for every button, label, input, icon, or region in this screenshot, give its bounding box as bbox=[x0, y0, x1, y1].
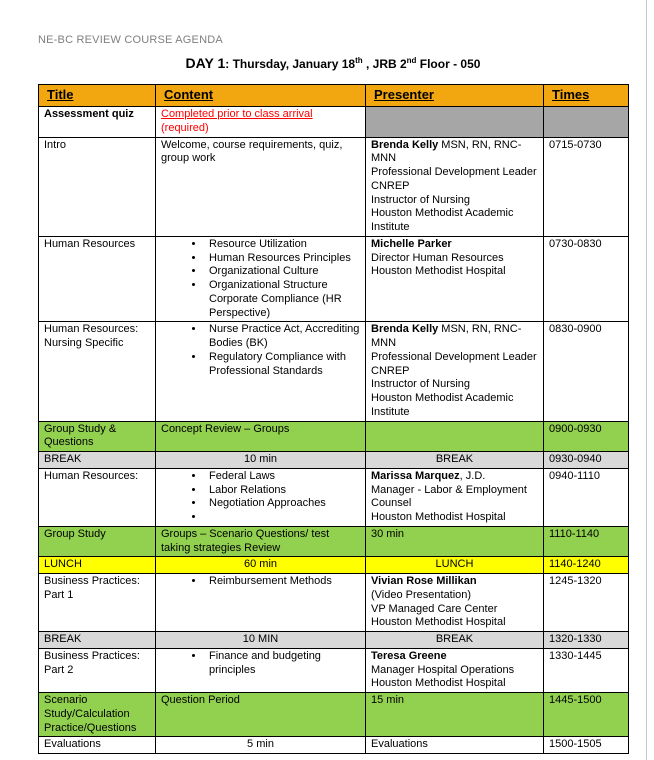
times-cell: 1140-1240 bbox=[544, 557, 629, 574]
title-cell: Assessment quiz bbox=[39, 107, 156, 138]
table-row bbox=[39, 236, 629, 322]
presenter-line: Houston Methodist Hospital bbox=[371, 511, 506, 523]
day-title-text2: , JRB 2 bbox=[362, 57, 407, 71]
presenter-line: Director Human Resources bbox=[371, 251, 504, 264]
presenter-line: Houston Methodist Hospital bbox=[371, 265, 506, 278]
times-cell: 0900-0930 bbox=[544, 421, 629, 452]
content-cell: Concept Review – Groups bbox=[156, 421, 366, 452]
presenter-cell bbox=[366, 137, 544, 236]
day-title-prefix: DAY 1 bbox=[185, 55, 226, 71]
column-header-presenter: Presenter bbox=[366, 85, 544, 107]
presenter-name: Michelle Parker bbox=[371, 237, 452, 250]
presenter-cell bbox=[366, 574, 544, 632]
day-title bbox=[38, 55, 628, 71]
bullet-item: • Nurse Practice Act, Accrediting Bodies (BK) bbox=[205, 323, 360, 351]
content-cell: 10 min bbox=[156, 452, 366, 469]
bullet-item: • Organizational Culture bbox=[205, 265, 360, 279]
presenter-name: Brenda Kelly bbox=[371, 138, 439, 151]
day-title-sup-th: th bbox=[355, 56, 363, 65]
presenter-cell bbox=[366, 322, 544, 421]
presenter-cell: Evaluations bbox=[366, 737, 544, 754]
title-cell: Human Resources bbox=[39, 236, 156, 322]
presenter-name: Brenda Kelly bbox=[371, 323, 439, 336]
presenter-line: Instructor of Nursing bbox=[371, 378, 471, 391]
bullet-list bbox=[161, 470, 360, 525]
times-cell: 1245-1320 bbox=[544, 574, 629, 632]
page-edge-line bbox=[646, 0, 647, 760]
table-row bbox=[39, 648, 629, 692]
bullet-list bbox=[161, 238, 360, 321]
table-row bbox=[39, 557, 629, 574]
table-row bbox=[39, 737, 629, 754]
bullet-item: • Resource Utilization bbox=[205, 238, 360, 252]
presenter-name: Marissa Marquez bbox=[371, 469, 460, 482]
times-cell: 0830-0900 bbox=[544, 322, 629, 421]
presenter-name-line bbox=[371, 650, 538, 664]
day-title-text3: Floor - 050 bbox=[416, 57, 481, 71]
table-row bbox=[39, 452, 629, 469]
bullet-item bbox=[205, 511, 360, 525]
presenter-cell bbox=[366, 236, 544, 322]
times-cell bbox=[544, 107, 629, 138]
column-header-times: Times bbox=[544, 85, 629, 107]
content-cell: 5 min bbox=[156, 737, 366, 754]
table-header-row bbox=[39, 85, 629, 107]
presenter-name-line bbox=[371, 575, 538, 589]
presenter-cell bbox=[366, 107, 544, 138]
bullet-list bbox=[161, 650, 360, 678]
presenter-cell: LUNCH bbox=[366, 557, 544, 574]
agenda-table-body bbox=[39, 107, 629, 754]
presenter-line: VP Managed Care Center bbox=[371, 602, 498, 615]
column-header-content: Content bbox=[156, 85, 366, 107]
table-row bbox=[39, 526, 629, 557]
title-cell: Evaluations bbox=[39, 737, 156, 754]
times-cell: 0940-1110 bbox=[544, 468, 629, 526]
times-cell: 1110-1140 bbox=[544, 526, 629, 557]
title-cell: Scenario Study/Calculation Practice/Questions bbox=[39, 693, 156, 737]
bullet-item: • Federal Laws bbox=[205, 470, 360, 484]
table-row bbox=[39, 632, 629, 649]
day-title-sup-nd: nd bbox=[406, 56, 417, 65]
presenter-name-line: Brenda Kelly MSN, RN, RNC-MNN bbox=[371, 323, 522, 349]
agenda-table bbox=[38, 84, 629, 754]
bullet-list bbox=[161, 323, 360, 378]
day-title-text: : Thursday, January 18 bbox=[225, 57, 356, 71]
times-cell: 0730-0830 bbox=[544, 236, 629, 322]
presenter-line: Houston Methodist Academic Institute bbox=[371, 207, 514, 233]
title-cell: Business Practices: Part 1 bbox=[39, 574, 156, 632]
table-row bbox=[39, 693, 629, 737]
table-row bbox=[39, 574, 629, 632]
table-row bbox=[39, 107, 629, 138]
times-cell: 1330-1445 bbox=[544, 648, 629, 692]
content-cell bbox=[156, 322, 366, 421]
presenter-name: Vivian Rose Millikan bbox=[371, 575, 477, 587]
content-cell bbox=[156, 236, 366, 322]
times-cell: 1445-1500 bbox=[544, 693, 629, 737]
presenter-cell: 15 min bbox=[366, 693, 544, 737]
title-cell: LUNCH bbox=[39, 557, 156, 574]
presenter-cell: BREAK bbox=[366, 632, 544, 649]
bullet-item: • Negotiation Approaches bbox=[205, 497, 360, 511]
content-cell: Groups – Scenario Questions/ test taking strategies Review bbox=[156, 526, 366, 557]
presenter-line: Manager Hospital Operations bbox=[371, 663, 515, 676]
times-cell: 0715-0730 bbox=[544, 137, 629, 236]
title-cell: Group Study & Questions bbox=[39, 421, 156, 452]
content-cell bbox=[156, 648, 366, 692]
presenter-line: Instructor of Nursing bbox=[371, 193, 471, 206]
bullet-item: • Regulatory Compliance with Professional Standards bbox=[205, 351, 360, 379]
content-cell: Welcome, course requirements, quiz, group work bbox=[156, 137, 366, 236]
title-cell: BREAK bbox=[39, 632, 156, 649]
presenter-line: Houston Methodist Academic Institute bbox=[371, 392, 514, 418]
agenda-label: NE-BC REVIEW COURSE AGENDA bbox=[38, 34, 223, 46]
title-cell: Group Study bbox=[39, 526, 156, 557]
table-row bbox=[39, 322, 629, 421]
content-cell bbox=[156, 574, 366, 632]
bullet-item: • Organizational Structure Corporate Compliance (HR Perspective) bbox=[205, 279, 360, 320]
bullet-item: • Labor Relations bbox=[205, 484, 360, 498]
presenter-cell: BREAK bbox=[366, 452, 544, 469]
presenter-line: Professional Development Leader bbox=[371, 166, 537, 178]
bullet-item: • Human Resources Principles bbox=[205, 252, 360, 266]
content-cell bbox=[156, 107, 366, 138]
title-cell: Intro bbox=[39, 137, 156, 236]
table-row bbox=[39, 468, 629, 526]
presenter-name-line bbox=[371, 238, 538, 252]
presenter-cell bbox=[366, 468, 544, 526]
presenter-line: Manager - Labor & Employment Counsel bbox=[371, 483, 527, 510]
bullet-list bbox=[161, 575, 360, 589]
presenter-line: CNREP bbox=[371, 364, 410, 377]
column-header-title: Title bbox=[39, 85, 156, 107]
title-cell: Human Resources: bbox=[39, 468, 156, 526]
times-cell: 1500-1505 bbox=[544, 737, 629, 754]
title-cell: Business Practices: Part 2 bbox=[39, 648, 156, 692]
table-row bbox=[39, 137, 629, 236]
red-note-line: Completed prior to class arrival bbox=[161, 108, 313, 120]
content-cell: 10 MIN bbox=[156, 632, 366, 649]
title-cell: Human Resources: Nursing Specific bbox=[39, 322, 156, 421]
presenter-line: Houston Methodist Hospital bbox=[371, 616, 506, 629]
presenter-line: CNREP bbox=[371, 179, 410, 192]
bullet-item: • Finance and budgeting principles bbox=[205, 650, 360, 678]
times-cell: 0930-0940 bbox=[544, 452, 629, 469]
presenter-cell: 30 min bbox=[366, 526, 544, 557]
presenter-name: Teresa Greene bbox=[371, 649, 447, 662]
content-cell: 60 min bbox=[156, 557, 366, 574]
content-cell bbox=[156, 468, 366, 526]
times-cell: 1320-1330 bbox=[544, 632, 629, 649]
table-row bbox=[39, 421, 629, 452]
presenter-name-line: Marissa Marquez, J.D. bbox=[371, 469, 486, 482]
presenter-cell bbox=[366, 648, 544, 692]
content-cell: Question Period bbox=[156, 693, 366, 737]
presenter-line: Professional Development Leader bbox=[371, 350, 537, 363]
red-note-line: (required) bbox=[161, 121, 209, 134]
presenter-line: (Video Presentation) bbox=[371, 588, 472, 601]
bullet-item: • Reimbursement Methods bbox=[205, 575, 360, 589]
presenter-name-line: Brenda Kelly MSN, RN, RNC-MNN bbox=[371, 138, 522, 165]
presenter-cell bbox=[366, 421, 544, 452]
presenter-line: Houston Methodist Hospital bbox=[371, 677, 506, 690]
title-cell: BREAK bbox=[39, 452, 156, 469]
